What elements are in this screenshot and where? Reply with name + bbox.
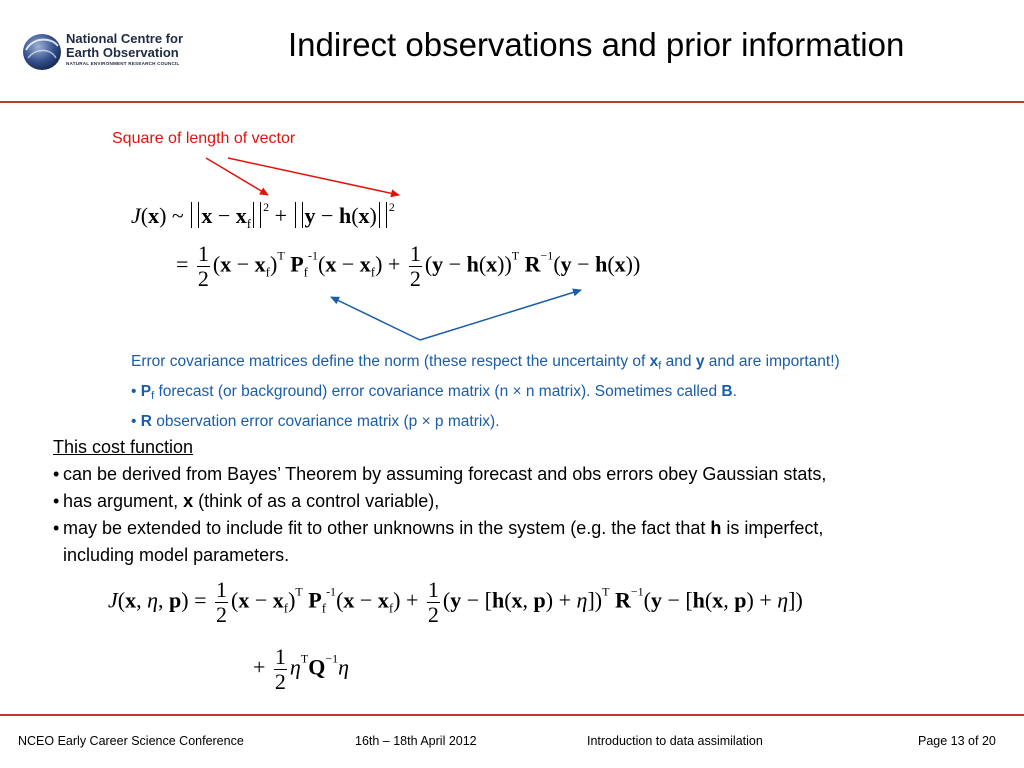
slide-title: Indirect observations and prior information	[288, 26, 905, 63]
bullet-text: can be derived from Bayes’ Theorem by assuming forecast and obs errors obey Gaussian stats,	[63, 464, 827, 484]
pf-b: B	[721, 383, 733, 400]
list-item: • may be extended to include fit to other unknowns in the system (e.g. the fact that h is imperfect, including model parameters.	[53, 518, 824, 565]
logo-line-2: Earth Observation	[66, 45, 179, 60]
bullet-bold: h	[710, 518, 722, 538]
footer-dates: 16th – 18th April 2012	[355, 734, 477, 748]
pf-symbol: P	[140, 383, 152, 400]
footer-divider	[0, 714, 1024, 716]
bullet-text: has argument,	[63, 491, 184, 511]
cov-intro-post: and are important!)	[704, 353, 840, 370]
bullet-r: • R observation error covariance matrix (p × p matrix).	[131, 413, 500, 430]
equation-cost-function-matrix: = $\frac{1}{2}$ $(x - x_f)^T$ $P_f^{-1}(x - x_f)$ + $\frac{1}{2}$ $(y - h(x))^T$ $R^{-1}(y - h(x))$	[176, 241, 641, 291]
equation-extended-cost-term: + $\frac{1}{2}$ $\eta^TQ^{-1}\eta$	[253, 644, 350, 694]
covariance-intro	[131, 349, 1011, 379]
equation-cost-function-norm: J(x) ~ $x - x_f^2 + y - h(x)$ $^2$	[131, 200, 395, 231]
equation-extended-cost-function: J(x, η, p) = $\frac{1}{2}$ $(x - x_f)^T$ $P_f^{-1}(x - x_f)$ + $\frac{1}{2}$ (y − [h(x, p) + η])$^T$ $R^{-1}(y - [h(x$, p) + η])	[108, 577, 803, 627]
bullet-text: is imperfect,	[721, 518, 824, 538]
cov-intro-f: f	[658, 360, 662, 372]
cov-intro-and: and	[661, 353, 696, 370]
bullet-bold: x	[183, 491, 194, 511]
list-item: • can be derived from Bayes’ Theorem by assuming forecast and obs errors obey Gaussian stats,	[53, 461, 993, 488]
cov-intro-y: y	[695, 353, 705, 370]
logo-line-1: National Centre for	[66, 31, 184, 46]
cost-function-notes	[53, 434, 993, 569]
bullet-text: may be extended to include fit to other unknowns in the system (e.g. the fact that	[63, 518, 711, 538]
footer-conference: NCEO Early Career Science Conference	[18, 734, 244, 748]
pf-text: forecast (or background) error covariance matrix (n × n matrix). Sometimes called	[154, 383, 722, 400]
cov-intro-text: Error covariance matrices define the norm (these respect the uncertainty of	[131, 353, 650, 370]
list-item: • has argument, x (think of as a control variable),	[53, 491, 440, 511]
cost-function-heading: This cost function	[53, 437, 194, 457]
footer-page-number: Page 13 of 20	[918, 734, 996, 748]
cov-intro-x: x	[649, 353, 659, 370]
footer-presentation-title: Introduction to data assimilation	[587, 734, 763, 748]
bullet-text: (think of as a control variable),	[193, 491, 440, 511]
covariance-explanation	[131, 349, 1011, 434]
r-symbol: R	[140, 413, 152, 430]
bullet-text-continued: including model parameters.	[63, 545, 290, 565]
pf-end: .	[732, 383, 737, 400]
pf-sub: f	[151, 390, 155, 402]
square-length-note: Square of length of vector	[112, 130, 296, 147]
bullet-pf: • Pf forecast (or background) error covariance matrix (n × n matrix). Sometimes called B.	[131, 383, 737, 402]
r-text: observation error covariance matrix (p × p matrix).	[151, 413, 500, 430]
logo-line-3: NATURAL ENVIRONMENT RESEARCH COUNCIL	[66, 61, 180, 66]
